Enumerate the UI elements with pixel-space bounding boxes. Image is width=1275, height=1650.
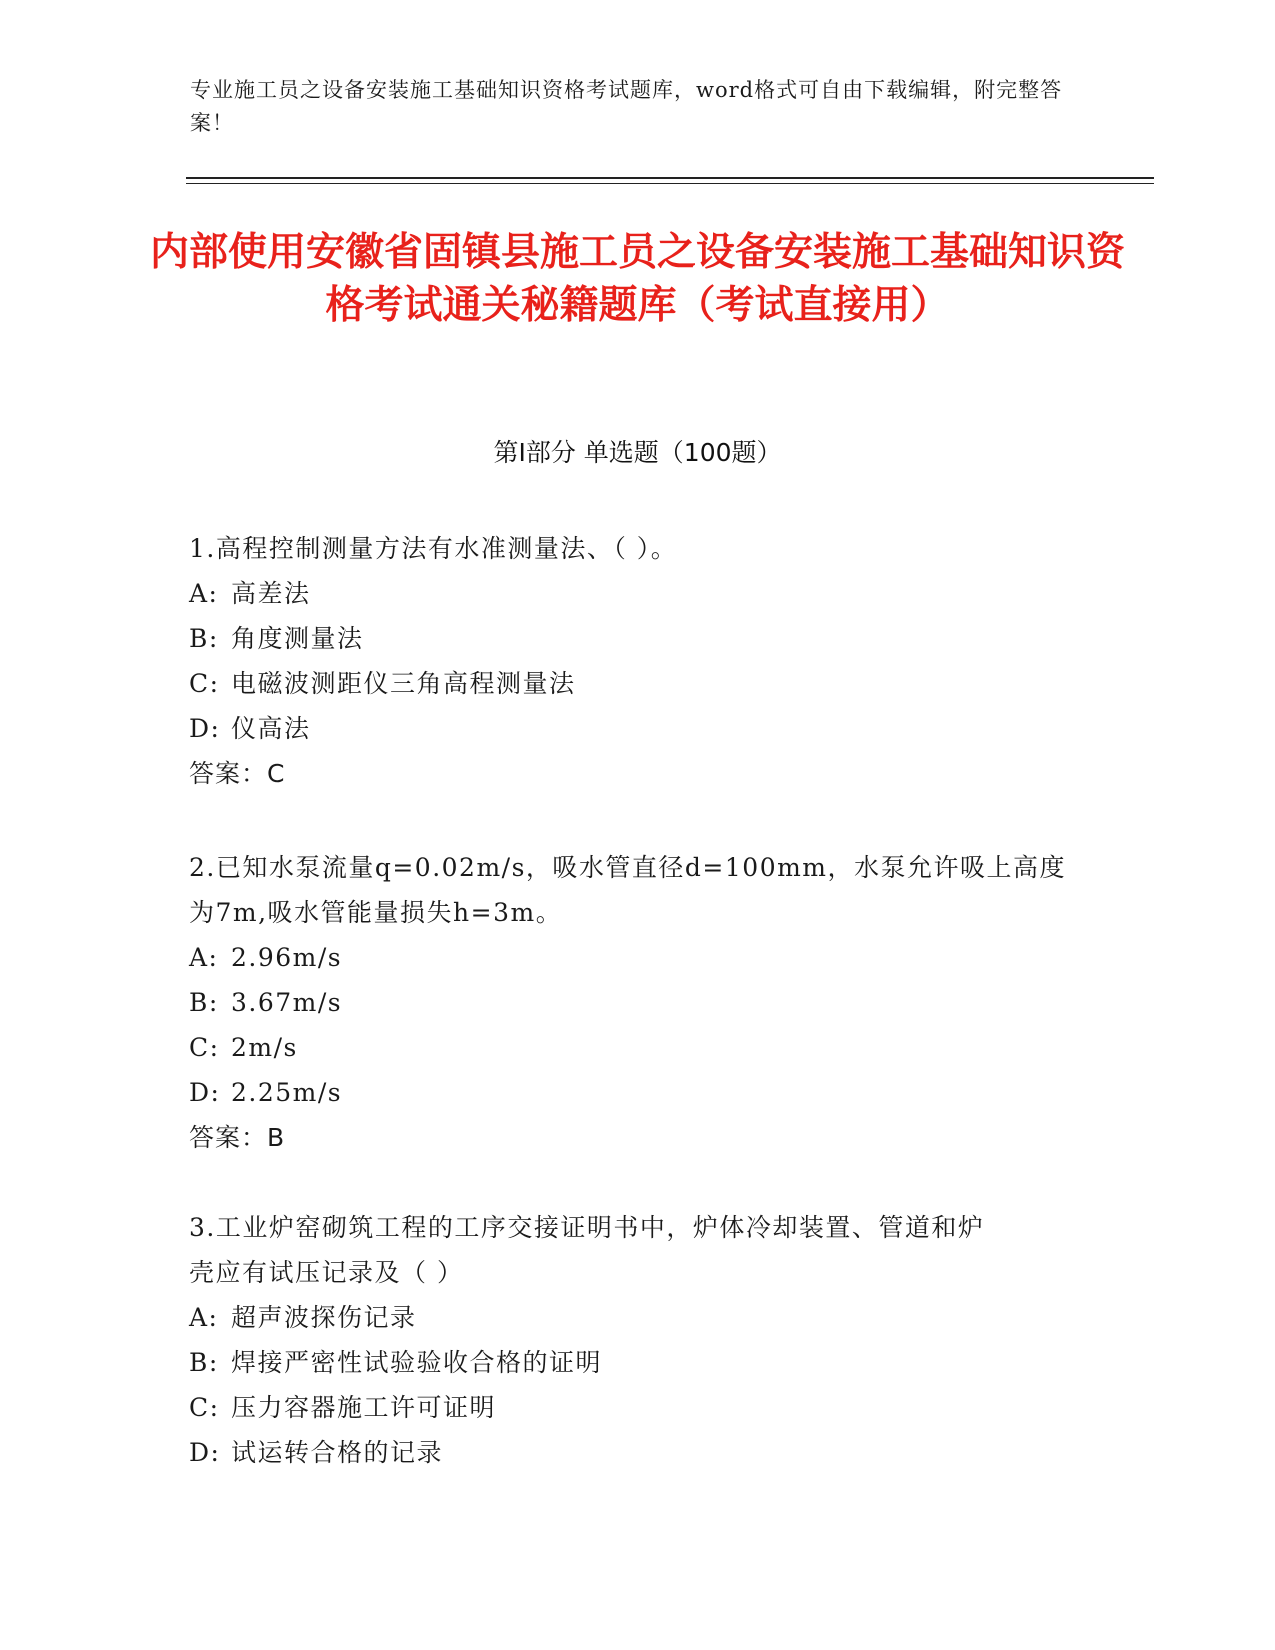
option-b — [189, 616, 1079, 661]
option-text: 角度测量法 — [231, 624, 364, 653]
option-prefix: B: — [189, 988, 219, 1017]
option-c — [189, 1025, 1079, 1070]
option-a — [189, 571, 1079, 616]
option-prefix: B: — [189, 1348, 219, 1377]
option-text: 高差法 — [231, 579, 311, 608]
section-title: 第Ⅰ部分 单选题（100题） — [493, 438, 782, 467]
option-text: 2m/s — [231, 1033, 298, 1062]
question-2 — [189, 845, 1079, 1160]
option-text: 2.25m/s — [231, 1078, 343, 1107]
header-divider-thin — [186, 183, 1154, 184]
question-1 — [189, 526, 1079, 796]
answer: 答案：B — [189, 1123, 286, 1152]
option-text: 2.96m/s — [231, 943, 343, 972]
document-title: 内部使用安徽省固镇县施工员之设备安装施工基础知识资格考试通关秘籍题库（考试直接用） — [150, 230, 1126, 328]
question-stem-line-2: 壳应有试压记录及（ ） — [189, 1258, 464, 1287]
question-3 — [189, 1205, 1079, 1475]
option-prefix: A: — [189, 943, 219, 972]
option-prefix: D: — [189, 1438, 221, 1467]
option-text: 电磁波测距仪三角高程测量法 — [231, 669, 576, 698]
option-prefix: C: — [189, 1033, 220, 1062]
option-text: 3.67m/s — [231, 988, 343, 1017]
option-a — [189, 935, 1079, 980]
option-prefix: A: — [189, 579, 219, 608]
header-note: 专业施工员之设备安装施工基础知识资格考试题库，word格式可自由下载编辑，附完整答案！ — [190, 78, 1063, 135]
answer: 答案：C — [189, 759, 286, 788]
option-prefix: D: — [189, 714, 221, 743]
option-d — [189, 1070, 1079, 1115]
option-prefix: D: — [189, 1078, 221, 1107]
option-prefix: C: — [189, 669, 220, 698]
question-stem-line-1: 2.已知水泵流量q=0.02m/s，吸水管直径d=100mm，水泵允许吸上高度 — [189, 853, 1067, 882]
option-a — [189, 1295, 1079, 1340]
option-c — [189, 1385, 1079, 1430]
option-text: 仪高法 — [231, 714, 311, 743]
option-text: 压力容器施工许可证明 — [231, 1393, 497, 1422]
option-d — [189, 1430, 1079, 1475]
header-divider-thick — [186, 177, 1154, 179]
option-prefix: B: — [189, 624, 219, 653]
option-b — [189, 1340, 1079, 1385]
question-stem-line-2: 为7m,吸水管能量损失h=3m。 — [189, 898, 563, 927]
question-stem-line-1: 3.工业炉窑砌筑工程的工序交接证明书中，炉体冷却装置、管道和炉 — [189, 1213, 985, 1242]
option-b — [189, 980, 1079, 1025]
option-prefix: C: — [189, 1393, 220, 1422]
option-d — [189, 706, 1079, 751]
option-text: 焊接严密性试验验收合格的证明 — [231, 1348, 603, 1377]
option-prefix: A: — [189, 1303, 219, 1332]
option-text: 超声波探伤记录 — [231, 1303, 417, 1332]
option-c — [189, 661, 1079, 706]
question-stem: 1.高程控制测量方法有水准测量法、（ ）。 — [189, 534, 678, 563]
option-text: 试运转合格的记录 — [231, 1438, 444, 1467]
